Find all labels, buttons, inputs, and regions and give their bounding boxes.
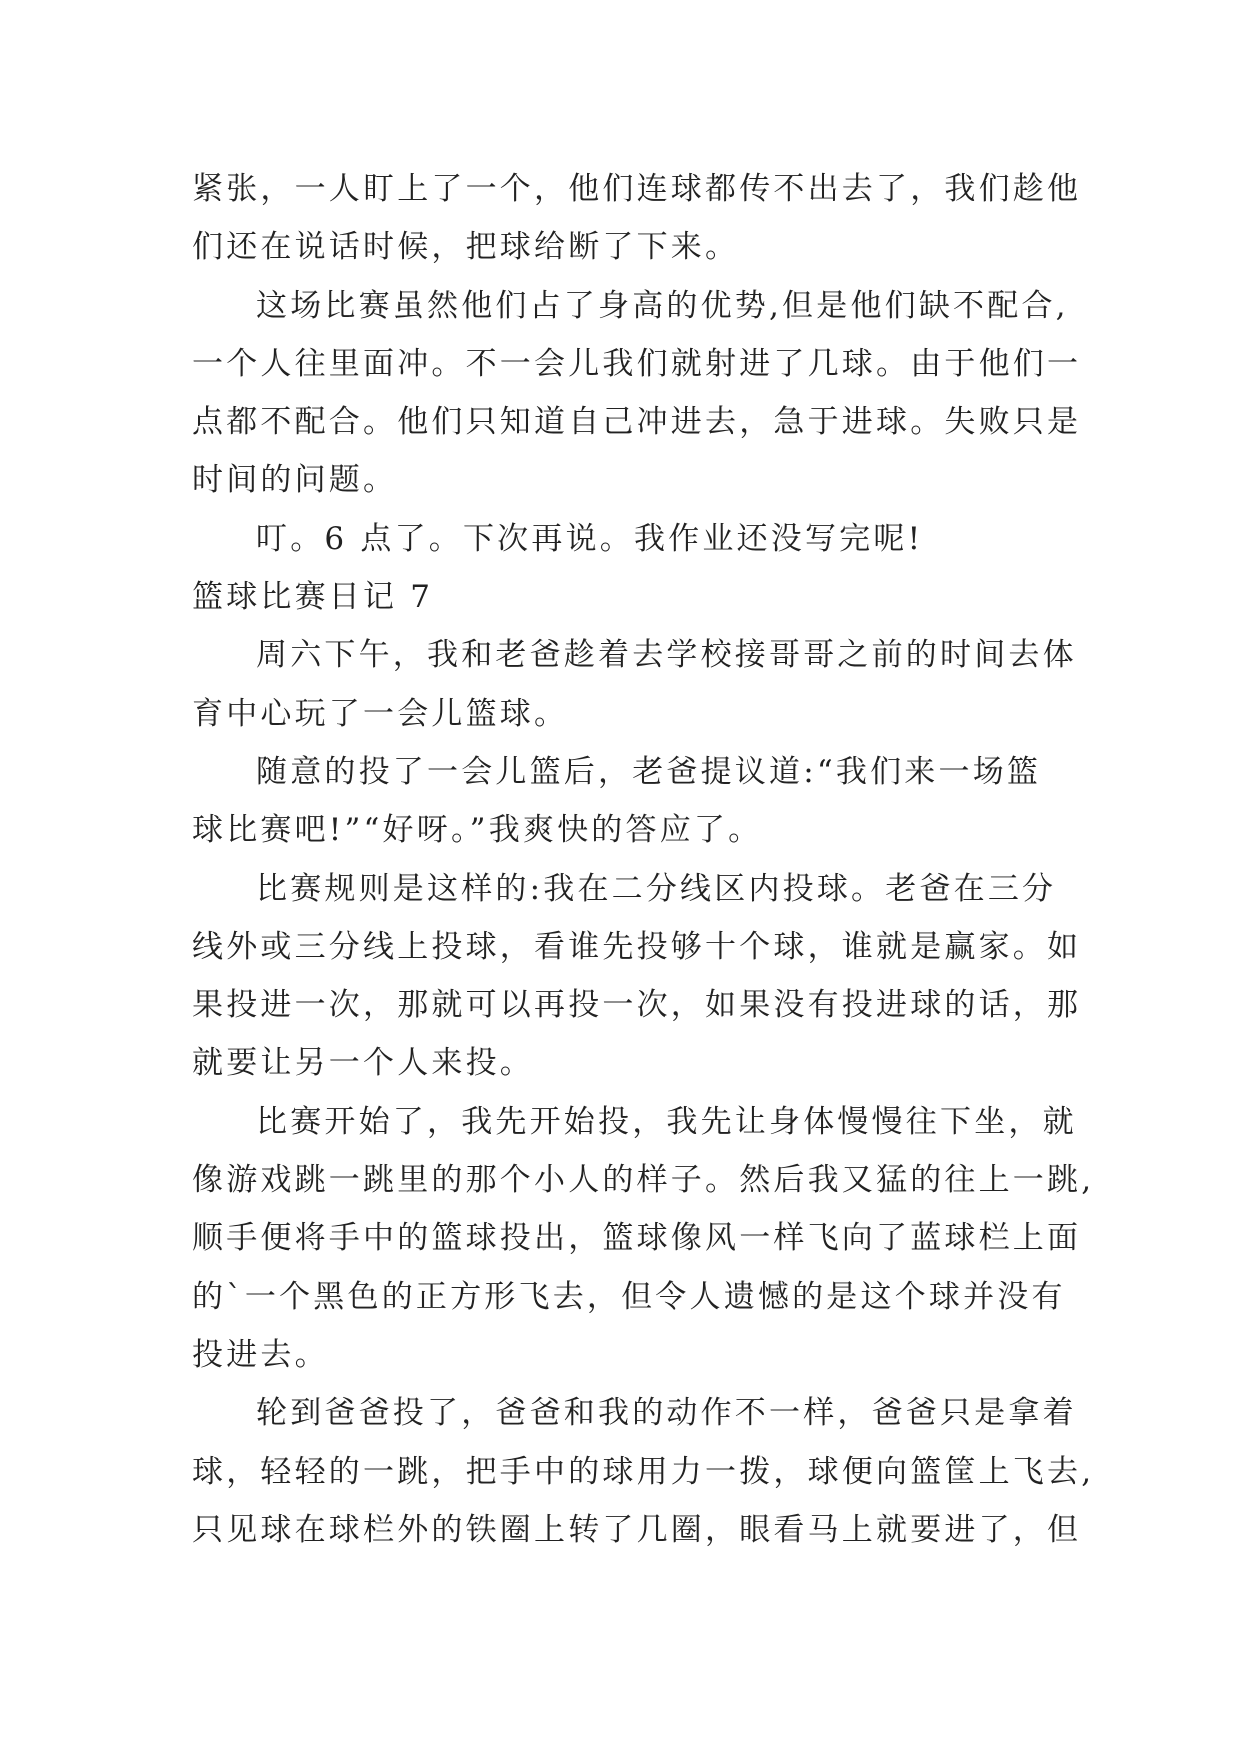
text-line: 比赛规则是这样的:我在二分线区内投球。老爸在三分 — [256, 870, 1057, 907]
text-line: 顺手便将手中的篮球投出，篮球像风一样飞向了蓝球栏上面 — [192, 1220, 1082, 1257]
paragraph — [192, 277, 1082, 510]
text-line: 线外或三分线上投球，看谁先投够十个球，谁就是赢家。如 — [192, 928, 1082, 965]
paragraph — [192, 626, 1077, 743]
text-line: 紧张，一人盯上了一个，他们连球都传不出去了，我们趁他 — [192, 171, 1082, 207]
text-line: 这场比赛虽然他们占了身高的优势,但是他们缺不配合, — [256, 287, 1069, 324]
section-heading — [192, 568, 1052, 626]
paragraph — [192, 743, 1052, 860]
text-line: 叮。6 点了。下次再说。我作业还没写完呢! — [256, 520, 924, 557]
text-line: 周六下午，我和老爸趁着去学校接哥哥之前的时间去体 — [256, 637, 1077, 674]
text-line: 点都不配合。他们只知道自己冲进去，急于进球。失败只是 — [192, 404, 1082, 441]
paragraph — [192, 510, 1052, 568]
text-line: 比赛开始了，我先开始投，我先让身体慢慢往下坐，就 — [256, 1103, 1077, 1140]
text-line: 像游戏跳一跳里的那个小人的样子。然后我又猛的往上一跳, — [192, 1162, 1095, 1199]
heading-text: 篮球比赛日记 7 — [192, 579, 434, 616]
text-line: 果投进一次，那就可以再投一次，如果没有投进球的话，那 — [192, 987, 1082, 1024]
paragraph-continued — [192, 160, 1082, 277]
document-body — [192, 160, 1095, 1559]
text-line: 的`一个黑色的正方形飞去，但令人遗憾的是这个球并没有 — [192, 1278, 1066, 1315]
text-line: 时间的问题。 — [192, 462, 398, 499]
text-line: 投进去。 — [192, 1336, 329, 1373]
paragraph — [192, 860, 1082, 1093]
text-line: 只见球在球栏外的铁圈上转了几圈，眼看马上就要进了，但 — [192, 1511, 1082, 1548]
text-line: 球比赛吧!”“好呀。”我爽快的答应了。 — [192, 812, 763, 849]
text-line: 一个人往里面冲。不一会儿我们就射进了几球。由于他们一 — [192, 345, 1082, 382]
text-line: 轮到爸爸投了，爸爸和我的动作不一样，爸爸只是拿着 — [256, 1395, 1077, 1432]
paragraph — [192, 1093, 1095, 1384]
paragraph — [192, 1384, 1095, 1559]
text-line: 们还在说话时候，把球给断了下来。 — [192, 229, 740, 266]
text-line: 随意的投了一会儿篮后，老爸提议道:“我们来一场篮 — [256, 753, 1042, 790]
text-line: 就要让另一个人来投。 — [192, 1045, 534, 1082]
text-line: 育中心玩了一会儿篮球。 — [192, 695, 569, 732]
text-line: 球，轻轻的一跳，把手中的球用力一拨，球便向篮筐上飞去, — [192, 1453, 1095, 1490]
